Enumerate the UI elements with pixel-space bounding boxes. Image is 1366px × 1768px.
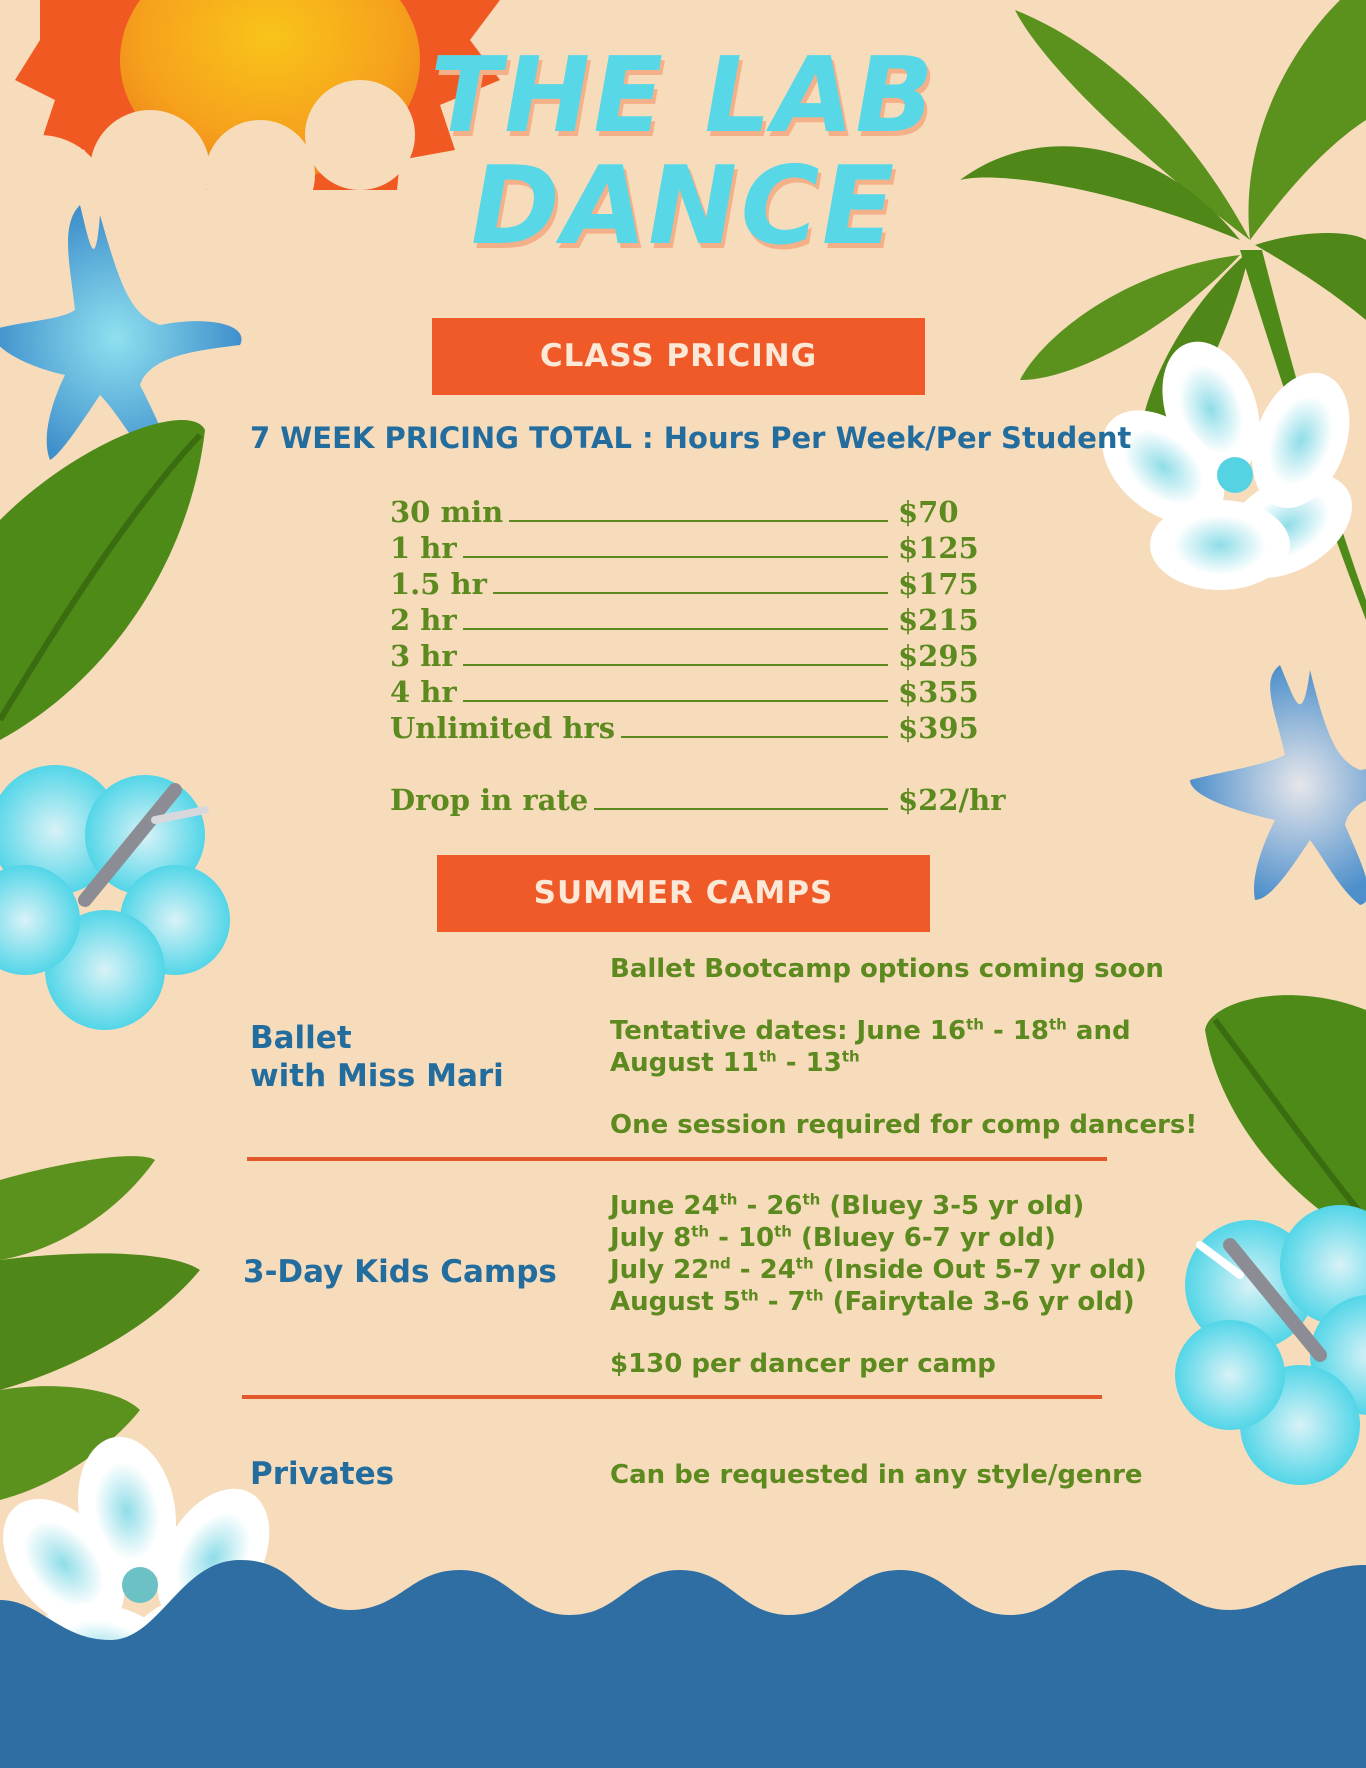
drop-in-price: $22/hr (898, 783, 1006, 817)
title-line-1: THE LAB (419, 34, 947, 156)
leaf-icon (0, 420, 205, 740)
price-value: $70 (898, 495, 959, 529)
price-duration: 3 hr (390, 639, 457, 673)
camp-item: July 22nd - 24th (Inside Out 5-7 yr old) (610, 1254, 1147, 1285)
ballet-label-line1: Ballet (250, 1020, 352, 1056)
leaf-icon (1205, 995, 1366, 1240)
starfish-icon (1190, 665, 1366, 905)
price-duration: 30 min (390, 495, 504, 529)
pricing-subheading: 7 WEEK PRICING TOTAL : Hours Per Week/Per Student (250, 421, 1132, 455)
camp-item: July 8th - 10th (Bluey 6-7 yr old) (610, 1222, 1056, 1253)
ocean-waves-icon (0, 1560, 1366, 1768)
price-duration: 4 hr (390, 675, 457, 709)
leader-line (463, 700, 888, 702)
price-row (390, 529, 1010, 565)
price-duration: Unlimited hrs (390, 711, 616, 745)
price-value: $295 (898, 639, 979, 673)
kids-camps-list (610, 1190, 1147, 1380)
section-divider (242, 1395, 1102, 1399)
camp-item: June 24th - 26th (Bluey 3-5 yr old) (610, 1190, 1085, 1221)
summer-camps-banner: SUMMER CAMPS (437, 855, 930, 932)
class-pricing-banner: CLASS PRICING (432, 318, 925, 395)
ballet-label (250, 1019, 504, 1095)
leader-line (621, 736, 888, 738)
price-duration: 2 hr (390, 603, 457, 637)
leader-line (594, 808, 888, 810)
camp-item: August 5th - 7th (Fairytale 3-6 yr old) (610, 1286, 1135, 1317)
price-row (390, 709, 1010, 745)
price-row (390, 493, 1010, 529)
price-duration: 1.5 hr (390, 567, 487, 601)
price-duration: 1 hr (390, 531, 457, 565)
ballet-details (610, 953, 1197, 1141)
drop-in-label: Drop in rate (390, 783, 589, 817)
leader-line (463, 628, 888, 630)
hibiscus-icon (0, 765, 230, 1030)
section-divider (247, 1157, 1107, 1161)
leader-line (463, 664, 888, 666)
privates-text: Can be requested in any style/genre (610, 1460, 1143, 1490)
bootcamp-note: Ballet Bootcamp options coming soon (610, 954, 1164, 984)
price-value: $125 (898, 531, 979, 565)
price-value: $215 (898, 603, 979, 637)
drop-in-row (390, 781, 1010, 817)
ballet-label-line2: with Miss Mari (250, 1058, 504, 1094)
kids-camps-label: 3-Day Kids Camps (243, 1254, 557, 1290)
tentative-dates: Tentative dates: June 16th - 18th and (610, 1015, 1131, 1046)
camp-price: $130 per dancer per camp (610, 1349, 996, 1379)
leader-line (463, 556, 888, 558)
comp-requirement: One session required for comp dancers! (610, 1110, 1198, 1140)
hibiscus-icon (1175, 1205, 1366, 1485)
leader-line (509, 520, 888, 522)
august-dates: August 11th - 13th (610, 1047, 860, 1078)
leader-line (493, 592, 888, 594)
price-row (390, 637, 1010, 673)
price-row (390, 565, 1010, 601)
price-value: $355 (898, 675, 979, 709)
price-value: $395 (898, 711, 979, 745)
price-row (390, 601, 1010, 637)
price-row (390, 673, 1010, 709)
plumeria-icon (1081, 328, 1366, 600)
title-line-2: DANCE (458, 144, 908, 269)
price-value: $175 (898, 567, 979, 601)
privates-label: Privates (250, 1456, 395, 1492)
